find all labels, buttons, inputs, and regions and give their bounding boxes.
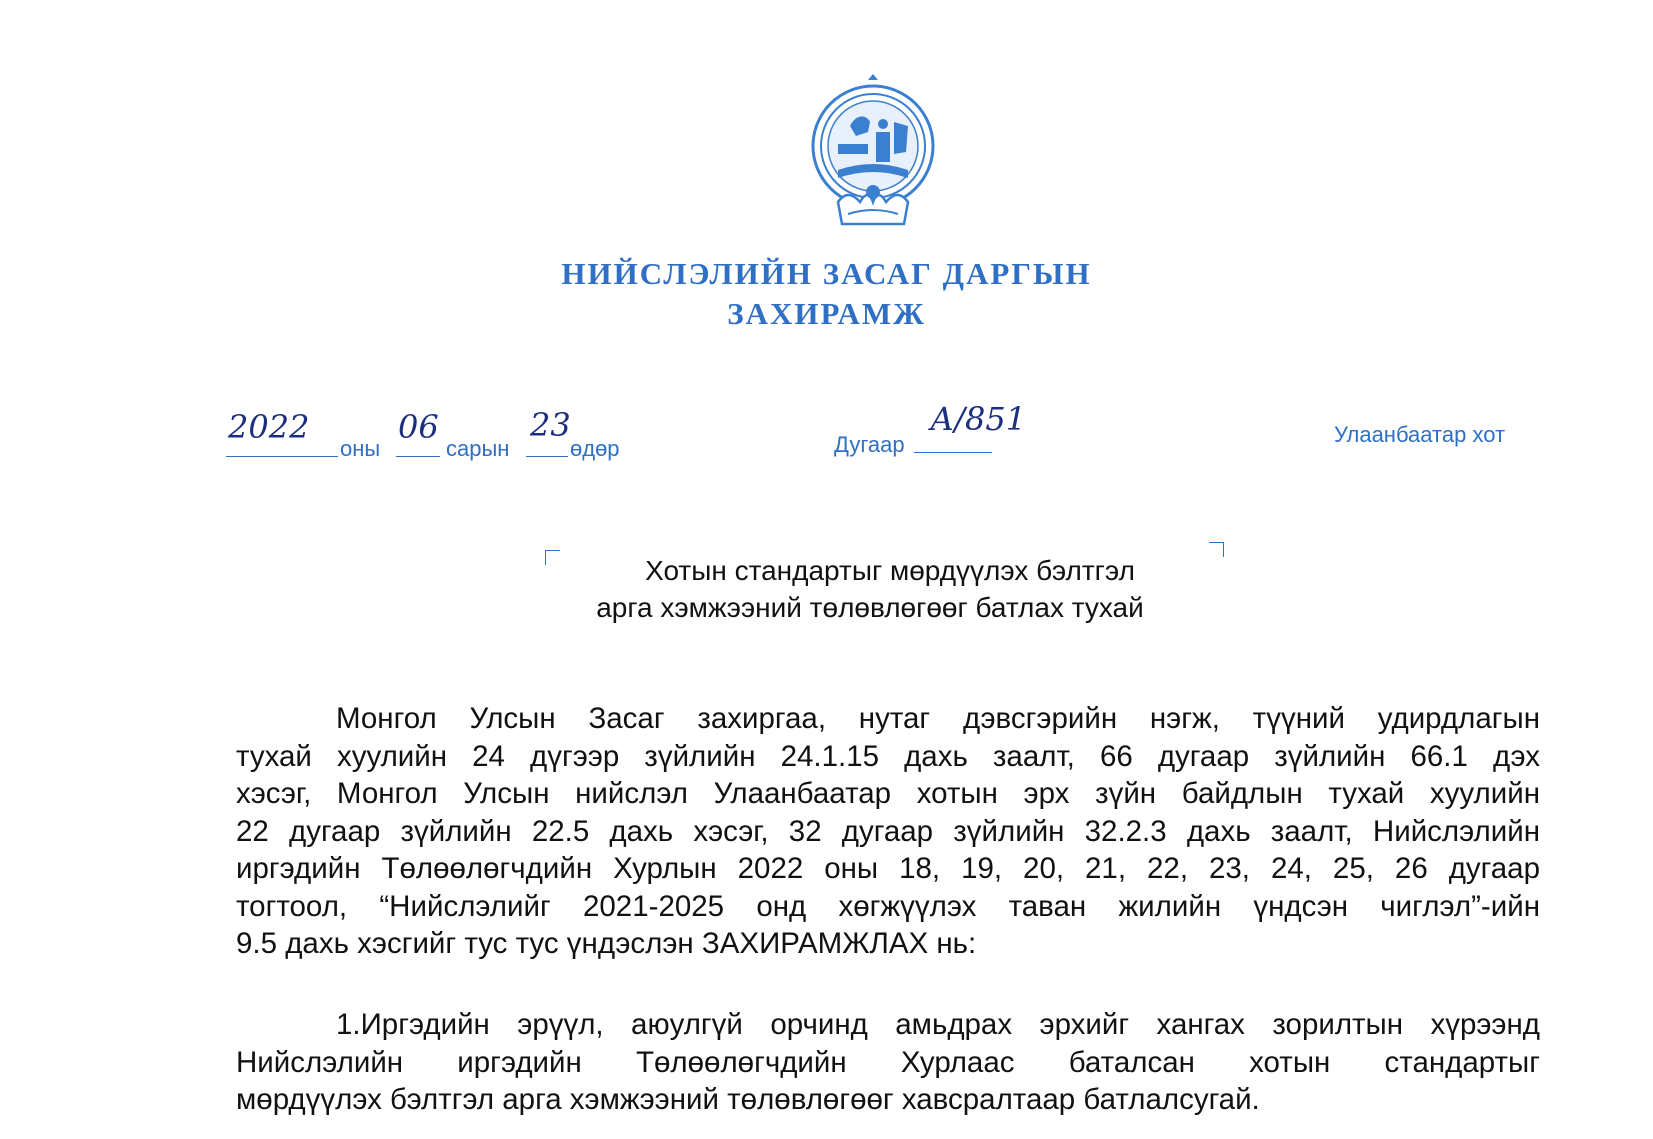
number-underline (914, 452, 992, 453)
body-line: мөрдүүлэх бэлтгэл арга хэмжээний төлөвлөгөөг хавсралтаар батлалсугай. (236, 1083, 1260, 1116)
body-line: Монгол Улсын Засаг захиргаа, нутаг дэвсгэрийн нэгж, түүний удирдлагын (336, 702, 1540, 735)
body-line: 1.Иргэдийн эрүүл, аюулгүй орчинд амьдрах эрхийг хангах зорилтын хүрээнд (336, 1008, 1540, 1041)
handwritten-decree-number: А/851 (930, 400, 1027, 438)
body-line: Нийслэлийн иргэдийн Төлөөлөгчдийн Хурлаас баталсан хотын стандартыг (236, 1045, 1540, 1079)
day-suffix-label: өдөр (570, 436, 620, 461)
subject-line-2: арга хэмжээний төлөвлөгөөг батлах тухай (596, 592, 1144, 623)
handwritten-day: 23 (530, 406, 571, 444)
body-line: иргэдийн Төлөөлөгчдийн Хурлын 2022 оны 18, 19, 20, 21, 22, 23, 24, 25, 26 дугаар (236, 852, 1540, 885)
body-line: 9.5 дахь хэсгийг тус тус үндэслэн ЗАХИРАМЖЛАХ нь: (236, 927, 977, 960)
body-line: тухай хуулийн 24 дүгээр зүйлийн 24.1.15 дахь заалт, 66 дугаар зүйлийн 66.1 дэх (236, 739, 1540, 773)
day-underline (526, 456, 568, 457)
body-line: 22 дугаар зүйлийн 22.5 дахь хэсэг, 32 дугаар зүйлийн 32.2.3 дахь заалт, Нийслэлийн (236, 814, 1540, 848)
month-underline (396, 456, 440, 457)
handwritten-month: 06 (398, 408, 439, 446)
body-paragraph-2 (236, 1006, 1540, 1119)
mongolia-state-emblem-icon (808, 74, 938, 234)
number-label: Дугаар (834, 432, 905, 457)
body-line: хэсэг, Монгол Улсын нийслэл Улаанбаатар хотын эрх зүйн байдлын тухай хуулийн (236, 777, 1540, 810)
month-suffix-label: сарын (446, 436, 510, 461)
handwritten-year: 2022 (228, 408, 310, 446)
year-suffix-label: оны (340, 436, 381, 461)
year-underline (226, 456, 338, 457)
body-paragraph-1 (236, 700, 1540, 963)
city-label: Улаанбаатар хот (1334, 422, 1506, 447)
document-type-title: ЗАХИРАМЖ (727, 296, 926, 331)
organization-title: НИЙСЛЭЛИЙН ЗАСАГ ДАРГЫН (561, 256, 1092, 291)
subject-line-1: Хотын стандартыг мөрдүүлэх бэлтгэл (645, 555, 1135, 586)
body-line: тогтоол, “Нийслэлийг 2021-2025 онд хөгжүүлэх таван жилийн үндсэн чиглэл”-ийн (236, 889, 1540, 923)
